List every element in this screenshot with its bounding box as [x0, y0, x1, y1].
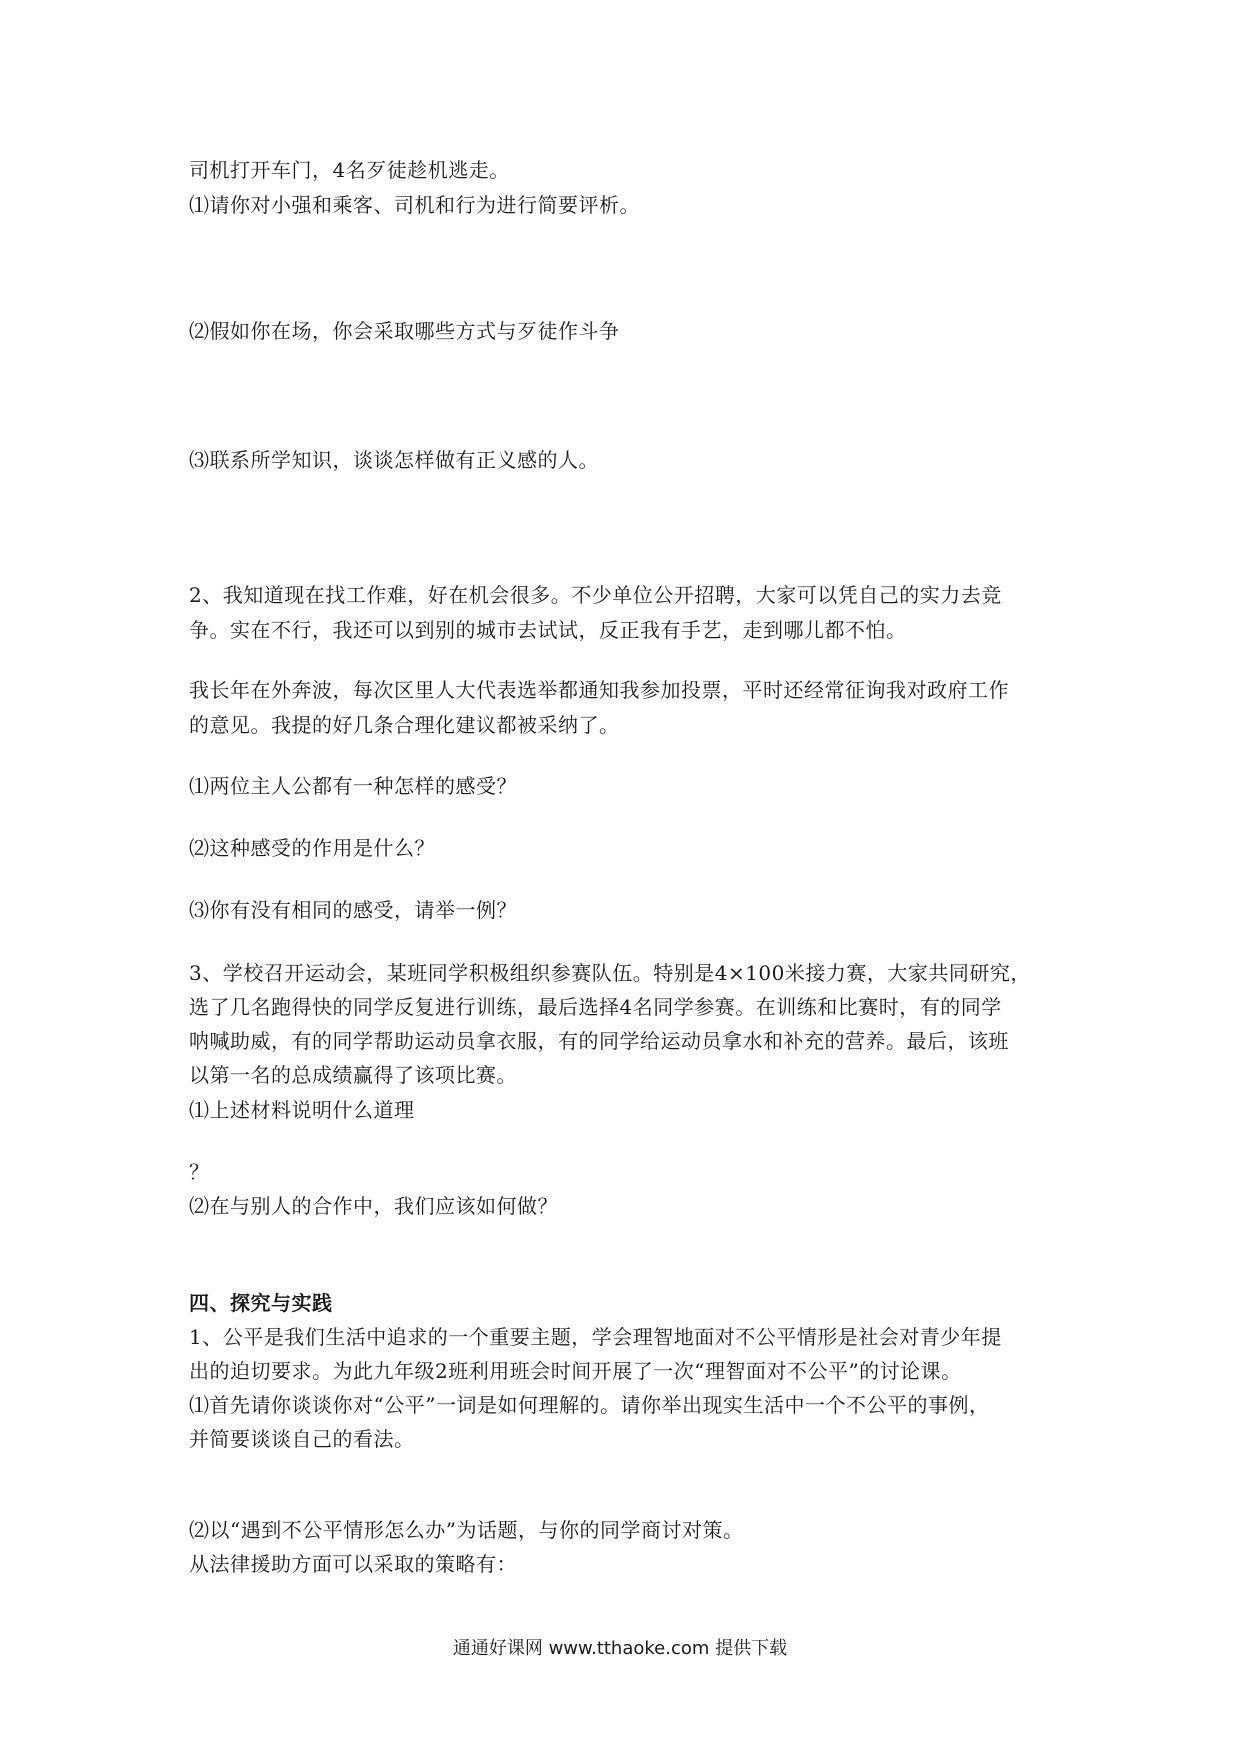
q3-sub2: ⑵在与别人的合作中，我们应该如何做？ — [189, 1194, 558, 1218]
q3-line4: 以第一名的总成绩赢得了该项比赛。 — [189, 1063, 517, 1087]
s4-q1-line1: 1、公平是我们生活中追求的一个重要主题，学会理智地面对不公平情形是社会对青少年提 — [189, 1325, 1002, 1349]
q2-sub2: ⑵这种感受的作用是什么？ — [189, 836, 435, 860]
section4-heading: 四、探究与实践 — [189, 1291, 333, 1315]
q1-sub2: ⑵假如你在场，你会采取哪些方式与歹徒作斗争 — [189, 319, 620, 343]
s4-q1-sub2-cont: 从法律援助方面可以采取的策略有： — [189, 1552, 517, 1576]
q2-line1: 2、我知道现在找工作难，好在机会很多。不少单位公开招聘，大家可以凭自己的实力去竞 — [189, 583, 1002, 607]
q2-line2: 争。实在不行，我还可以到别的城市去试试，反正我有手艺，走到哪儿都不怕。 — [189, 618, 907, 642]
q3-sub1: ⑴上述材料说明什么道理 — [189, 1098, 415, 1122]
q1-sub1: ⑴请你对小强和乘客、司机和行为进行简要评析。 — [189, 193, 640, 217]
q2-line3: 我长年在外奔波，每次区里人大代表选举都通知我参加投票，平时还经常征询我对政府工作 — [189, 678, 1009, 702]
s4-q1-sub1-line1: ⑴首先请你谈谈你对“公平”一词是如何理解的。请你举出现实生活中一个不公平的事例， — [189, 1393, 990, 1417]
s4-q1-line2: 出的迫切要求。为此九年级2班利用班会时间开展了一次“理智面对不公平”的讨论课。 — [189, 1359, 962, 1383]
q2-line4: 的意见。我提的好几条合理化建议都被采纳了。 — [189, 713, 620, 737]
page-footer: 通通好课网 www.tthaoke.com 提供下载 — [452, 1638, 788, 1659]
q3-line1: 3、学校召开运动会，某班同学积极组织参赛队伍。特别是4×100米接力赛，大家共同研究， — [189, 961, 1031, 985]
q1-sub3: ⑶联系所学知识，谈谈怎样做有正义感的人。 — [189, 448, 599, 472]
s4-q1-sub2: ⑵以“遇到不公平情形怎么办”为话题，与你的同学商讨对策。 — [189, 1518, 744, 1542]
q3-line2: 选了几名跑得快的同学反复进行训练，最后选择4名同学参赛。在训练和比赛时，有的同学 — [189, 995, 1002, 1019]
q2-sub1: ⑴两位主人公都有一种怎样的感受？ — [189, 774, 517, 798]
s4-q1-sub1-line2: 并简要谈谈自己的看法。 — [189, 1427, 415, 1451]
q1-continuation: 司机打开车门，4名歹徒趁机逃走。 — [189, 158, 510, 182]
q3-line3: 呐喊助威，有的同学帮助运动员拿衣服，有的同学给运动员拿水和补充的营养。最后，该班 — [189, 1029, 1009, 1053]
q2-sub3: ⑶你有没有相同的感受，请举一例？ — [189, 898, 517, 922]
q3-question-mark: ？ — [189, 1160, 210, 1184]
